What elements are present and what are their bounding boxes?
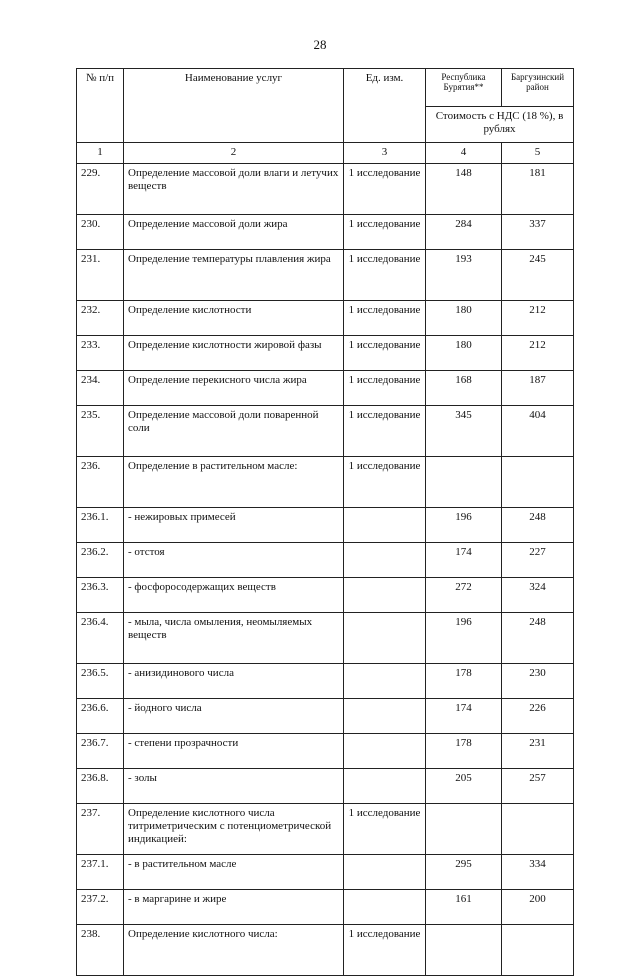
price-buryatia: 295 (426, 855, 502, 890)
price-barguzin: 257 (502, 769, 574, 804)
price-barguzin (502, 804, 574, 855)
price-barguzin: 226 (502, 699, 574, 734)
page-number: 28 (313, 37, 327, 52)
price-barguzin: 404 (502, 406, 574, 457)
column-number: 5 (502, 143, 574, 164)
unit-of-measure: 1 исследование (344, 250, 426, 301)
unit-of-measure (344, 578, 426, 613)
table-row (77, 164, 574, 215)
table-row (77, 804, 574, 855)
unit-of-measure: 1 исследование (344, 925, 426, 976)
service-name: Определение массовой доли поваренной соли (124, 406, 344, 457)
service-name: - нежировых примесей (124, 508, 344, 543)
service-name: Определение массовой доли жира (124, 215, 344, 250)
row-number: 235. (77, 406, 124, 457)
price-barguzin: 187 (502, 371, 574, 406)
service-name: Определение перекисного числа жира (124, 371, 344, 406)
row-number: 236.6. (77, 699, 124, 734)
price-buryatia: 196 (426, 613, 502, 664)
row-number: 232. (77, 301, 124, 336)
price-barguzin (502, 925, 574, 976)
price-buryatia: 193 (426, 250, 502, 301)
table-row (77, 578, 574, 613)
service-name: - отстоя (124, 543, 344, 578)
price-buryatia (426, 457, 502, 508)
price-buryatia: 196 (426, 508, 502, 543)
price-barguzin: 245 (502, 250, 574, 301)
price-buryatia: 284 (426, 215, 502, 250)
table-row (77, 664, 574, 699)
price-barguzin: 334 (502, 855, 574, 890)
service-name: - йодного числа (124, 699, 344, 734)
price-barguzin: 337 (502, 215, 574, 250)
row-number: 238. (77, 925, 124, 976)
price-buryatia: 180 (426, 301, 502, 336)
row-number: 237.1. (77, 855, 124, 890)
header-num: № п/п (77, 69, 124, 143)
unit-of-measure: 1 исследование (344, 406, 426, 457)
price-buryatia: 180 (426, 336, 502, 371)
header-cost: Стоимость с НДС (18 %), в рублях (426, 107, 574, 143)
unit-of-measure (344, 890, 426, 925)
unit-of-measure (344, 734, 426, 769)
row-number: 229. (77, 164, 124, 215)
table-row (77, 890, 574, 925)
service-name: Определение в растительном масле: (124, 457, 344, 508)
unit-of-measure (344, 664, 426, 699)
table-row (77, 855, 574, 890)
header-region-buryatia: Республика Бурятия** (426, 69, 502, 107)
table-row (77, 543, 574, 578)
table-row (77, 301, 574, 336)
row-number: 236.4. (77, 613, 124, 664)
service-name: - степени прозрачности (124, 734, 344, 769)
table-row (77, 613, 574, 664)
price-barguzin: 227 (502, 543, 574, 578)
row-number: 236.2. (77, 543, 124, 578)
row-number: 233. (77, 336, 124, 371)
unit-of-measure (344, 613, 426, 664)
price-buryatia (426, 804, 502, 855)
service-name: Определение кислотного числа титриметрическим с потенциометрической индикацией: (124, 804, 344, 855)
row-number: 236. (77, 457, 124, 508)
row-number: 231. (77, 250, 124, 301)
row-number: 234. (77, 371, 124, 406)
price-buryatia: 205 (426, 769, 502, 804)
price-barguzin: 324 (502, 578, 574, 613)
unit-of-measure: 1 исследование (344, 457, 426, 508)
unit-of-measure (344, 543, 426, 578)
price-barguzin: 248 (502, 508, 574, 543)
header-region-barguzin: Баргузинский район (502, 69, 574, 107)
price-buryatia: 178 (426, 734, 502, 769)
service-name: Определение кислотного числа: (124, 925, 344, 976)
service-name: Определение массовой доли влаги и летучих веществ (124, 164, 344, 215)
price-barguzin: 200 (502, 890, 574, 925)
unit-of-measure: 1 исследование (344, 301, 426, 336)
table-row (77, 406, 574, 457)
header-name: Наименование услуг (124, 69, 344, 143)
price-barguzin: 212 (502, 336, 574, 371)
price-buryatia: 272 (426, 578, 502, 613)
column-number: 3 (344, 143, 426, 164)
price-barguzin: 230 (502, 664, 574, 699)
price-buryatia: 174 (426, 699, 502, 734)
row-number: 236.7. (77, 734, 124, 769)
table-row (77, 371, 574, 406)
service-name: - в маргарине и жире (124, 890, 344, 925)
price-barguzin: 212 (502, 301, 574, 336)
table-body (77, 143, 574, 976)
service-name: Определение температуры плавления жира (124, 250, 344, 301)
unit-of-measure: 1 исследование (344, 215, 426, 250)
service-name: Определение кислотности жировой фазы (124, 336, 344, 371)
table-row (77, 925, 574, 976)
row-number: 236.5. (77, 664, 124, 699)
column-number: 4 (426, 143, 502, 164)
table-row (77, 215, 574, 250)
column-numbers-row (77, 143, 574, 164)
price-buryatia: 161 (426, 890, 502, 925)
row-number: 236.8. (77, 769, 124, 804)
service-name: - в растительном масле (124, 855, 344, 890)
row-number: 236.1. (77, 508, 124, 543)
row-number: 236.3. (77, 578, 124, 613)
price-buryatia: 345 (426, 406, 502, 457)
unit-of-measure: 1 исследование (344, 336, 426, 371)
price-buryatia: 168 (426, 371, 502, 406)
unit-of-measure (344, 855, 426, 890)
column-number: 2 (124, 143, 344, 164)
price-table (76, 68, 574, 976)
price-buryatia: 174 (426, 543, 502, 578)
service-name: - фосфоросодержащих веществ (124, 578, 344, 613)
table-row (77, 336, 574, 371)
column-number: 1 (77, 143, 124, 164)
service-name: Определение кислотности (124, 301, 344, 336)
row-number: 230. (77, 215, 124, 250)
table-row (77, 250, 574, 301)
service-name: - мыла, числа омыления, неомыляемых веществ (124, 613, 344, 664)
price-barguzin: 231 (502, 734, 574, 769)
header-unit: Ед. изм. (344, 69, 426, 143)
table-row (77, 734, 574, 769)
unit-of-measure (344, 699, 426, 734)
price-barguzin (502, 457, 574, 508)
price-buryatia (426, 925, 502, 976)
unit-of-measure: 1 исследование (344, 371, 426, 406)
price-buryatia: 178 (426, 664, 502, 699)
row-number: 237.2. (77, 890, 124, 925)
service-name: - анизидинового числа (124, 664, 344, 699)
table-row (77, 699, 574, 734)
row-number: 237. (77, 804, 124, 855)
table-row (77, 769, 574, 804)
table-row (77, 508, 574, 543)
price-barguzin: 181 (502, 164, 574, 215)
unit-of-measure: 1 исследование (344, 164, 426, 215)
unit-of-measure (344, 769, 426, 804)
table-row (77, 457, 574, 508)
unit-of-measure: 1 исследование (344, 804, 426, 855)
unit-of-measure (344, 508, 426, 543)
price-buryatia: 148 (426, 164, 502, 215)
price-barguzin: 248 (502, 613, 574, 664)
service-name: - золы (124, 769, 344, 804)
